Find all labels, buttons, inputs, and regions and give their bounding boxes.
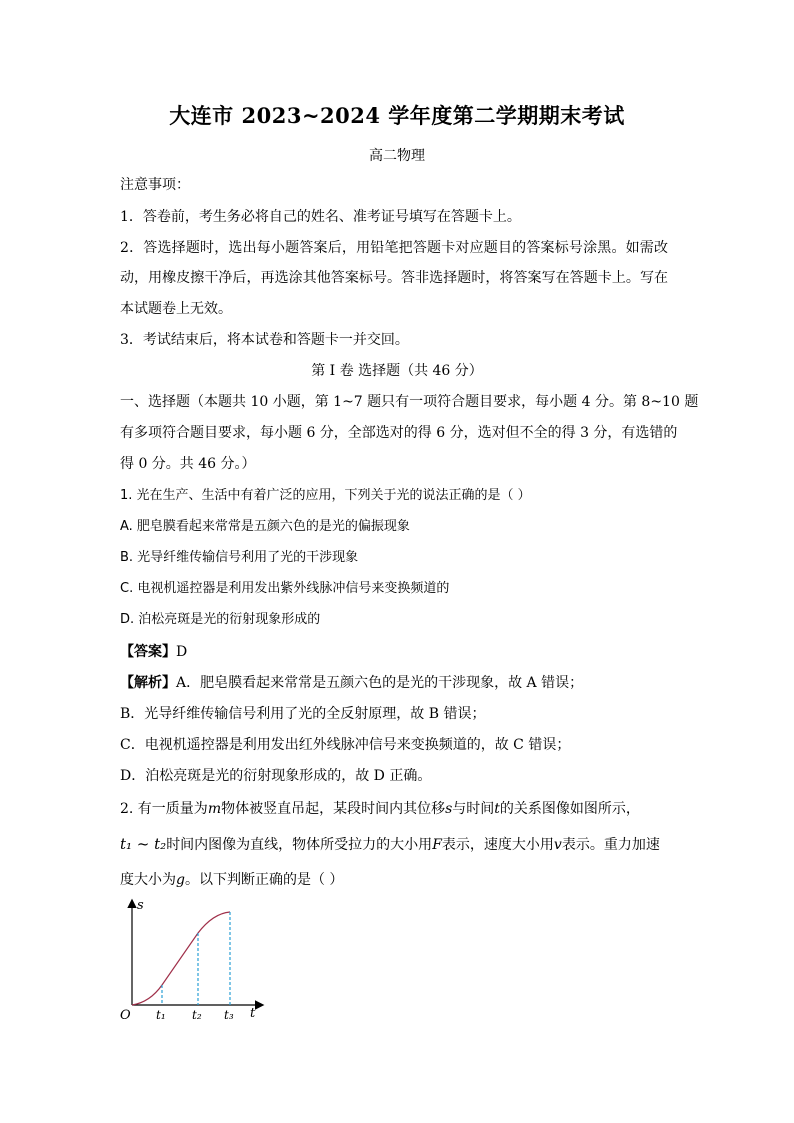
exam-subtitle: 高二物理 bbox=[369, 148, 425, 164]
question-1-option-c: C. 电视机遥控器是利用发出紫外线脉冲信号来变换频道的 bbox=[120, 581, 450, 596]
notice-item-2-line-3: 本试题卷上无效。 bbox=[120, 301, 232, 317]
x-axis-label: t bbox=[250, 1006, 256, 1021]
question-1-analysis-a bbox=[120, 673, 583, 693]
notice-item-2-line-2: 动，用橡皮擦干净后，再选涂其他答案标号。答非选择题时，将答案写在答题卡上。写在 bbox=[120, 270, 668, 286]
section-intro-line-3: 得 0 分。共 46 分。） bbox=[120, 456, 256, 472]
notice-item-1: 1．答卷前，考生务必将自己的姓名、准考证号填写在答题卡上。 bbox=[120, 209, 521, 225]
q2-text: 表示。重力加速 bbox=[561, 837, 660, 853]
origin-label: O bbox=[120, 1008, 131, 1023]
exam-title: 大连市 2023~2024 学年度第二学期期末考试 bbox=[169, 103, 625, 128]
notice-item-2-line-1: 2．答选择题时，选出每小题答案后，用铅笔把答题卡对应题目的答案标号涂黑。如需改 bbox=[120, 240, 668, 256]
tick-label-t3: t₃ bbox=[224, 1008, 234, 1022]
gravity-symbol: g bbox=[176, 872, 185, 888]
time-symbol: t bbox=[494, 801, 500, 817]
question-1-option-b: B. 光导纤维传输信号利用了光的干涉现象 bbox=[120, 550, 359, 565]
q2-text: 与时间 bbox=[452, 801, 495, 817]
question-1-answer bbox=[120, 642, 187, 662]
answer-label: 【答案】 bbox=[120, 644, 176, 660]
question-1-analysis-b: B．光导纤维传输信号利用了光的全反射原理，故 B 错误； bbox=[120, 706, 486, 722]
s-t-curve bbox=[132, 912, 230, 1005]
tick-label-t1: t₁ bbox=[156, 1008, 166, 1022]
section-intro-line-2: 有多项符合题目要求，每小题 6 分，全部选对的得 6 分，选对但不全的得 3 分，有选错的 bbox=[120, 425, 678, 441]
question-2-line-2 bbox=[120, 834, 660, 855]
q2-text: 度大小为 bbox=[120, 872, 176, 888]
velocity-symbol: v bbox=[553, 837, 562, 853]
force-symbol: F bbox=[432, 837, 442, 853]
y-axis-label: s bbox=[137, 898, 144, 913]
displacement-symbol: s bbox=[445, 801, 453, 817]
question-2-line-1 bbox=[120, 799, 640, 819]
answer-value: D bbox=[176, 644, 188, 660]
question-1-stem: 1. 光在生产、生活中有着广泛的应用，下列关于光的说法正确的是（ ） bbox=[120, 488, 531, 503]
q2-text: 物体被竖直吊起，某段时间内其位移 bbox=[221, 801, 446, 817]
time-range-symbol: t₁ ~ t₂ bbox=[120, 835, 167, 853]
question-1-option-d: D. 泊松亮斑是光的衍射现象形成的 bbox=[120, 612, 321, 627]
notice-item-3: 3．考试结束后，将本试卷和答题卡一并交回。 bbox=[120, 332, 409, 348]
q2-text: 的关系图像如图所示， bbox=[499, 801, 640, 817]
q2-text: 2. 有一质量为 bbox=[120, 801, 208, 817]
analysis-line: A．肥皂膜看起来常常是五颜六色的是光的干涉现象，故 A 错误； bbox=[176, 675, 584, 691]
q2-text: 表示，速度大小用 bbox=[441, 837, 554, 853]
analysis-label: 【解析】 bbox=[120, 675, 176, 691]
section-intro-line-1: 一、选择题（本题共 10 小题，第 1~7 题只有一项符合题目要求，每小题 4 分。第 8~10 题 bbox=[120, 394, 699, 410]
question-1-option-a: A. 肥皂膜看起来常常是五颜六色的是光的偏振现象 bbox=[120, 519, 410, 534]
question-1-analysis-d: D．泊松亮斑是光的衍射现象形成的，故 D 正确。 bbox=[120, 768, 432, 784]
q2-text: 时间内图像为直线，物体所受拉力的大小用 bbox=[166, 837, 433, 853]
displacement-time-graph bbox=[110, 895, 270, 1025]
notice-heading: 注意事项： bbox=[120, 177, 190, 193]
question-2-line-3 bbox=[120, 870, 343, 890]
question-1-analysis-c: C．电视机遥控器是利用发出红外线脉冲信号来变换频道的，故 C 错误； bbox=[120, 737, 571, 753]
tick-label-t2: t₂ bbox=[192, 1008, 202, 1022]
mass-symbol: m bbox=[207, 801, 222, 817]
section-heading: 第 I 卷 选择题（共 46 分） bbox=[311, 363, 483, 379]
q2-text: 。以下判断正确的是（ ） bbox=[184, 872, 344, 888]
